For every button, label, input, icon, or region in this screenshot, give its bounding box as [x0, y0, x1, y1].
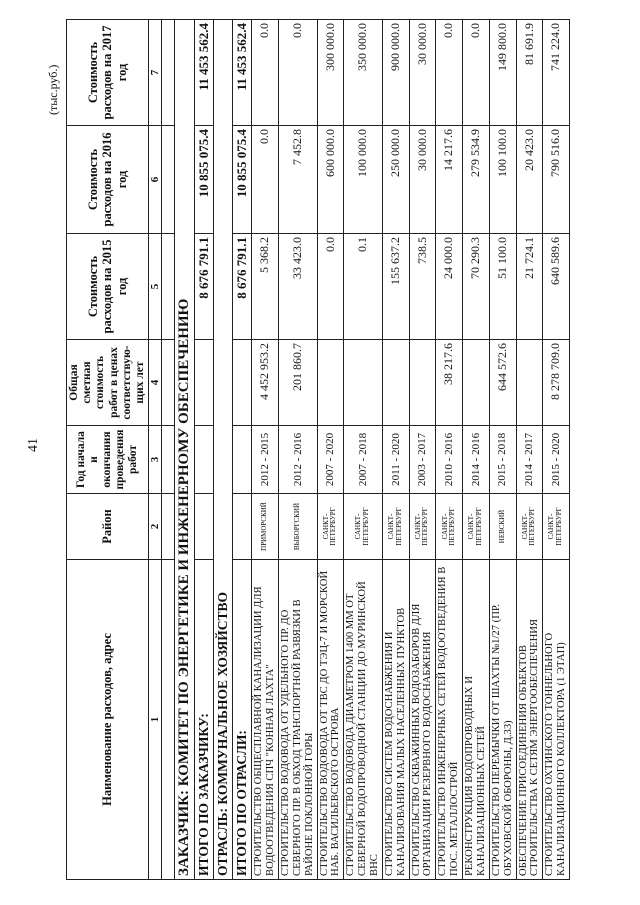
header-cost-2017: Стоимость расходов на 2017 год [67, 20, 149, 126]
table-row [409, 20, 436, 880]
row-cost-2016: 20 423.0 [516, 126, 543, 234]
industry-row [214, 20, 233, 880]
industry-total-2017: 11 453 562.4 [233, 20, 252, 126]
column-number: 2 [149, 494, 162, 560]
row-cost-2015: 51 100.0 [489, 234, 516, 340]
column-number: 6 [149, 126, 162, 234]
column-number: 3 [149, 426, 162, 494]
customer-total-2017: 11 453 562.4 [195, 20, 214, 126]
row-cost-2017: 300 000.0 [317, 20, 344, 126]
row-district: НЕВСКИЙ [489, 494, 516, 560]
row-period: 2015 - 2018 [489, 426, 516, 494]
customer-total-row [195, 20, 214, 880]
row-cost-2017: 0.0 [252, 20, 279, 126]
row-estimate: 8 278 709.0 [543, 340, 570, 426]
industry-total-2015: 8 676 791.1 [233, 234, 252, 340]
row-cost-2015: 640 589.6 [543, 234, 570, 340]
industry-total-row [233, 20, 252, 880]
row-estimate: 38 217.6 [436, 340, 463, 426]
table-row [543, 20, 570, 880]
row-district: ВЫБОРГСКИЙ [279, 494, 318, 560]
header-name: Наименование расходов, адрес [67, 560, 149, 880]
table-row [279, 20, 318, 880]
row-name: ОБЕСПЕЧЕНИЕ ПРИСОЕДИНЕНИЯ ОБЪЕКТОВ СТРОИТЕЛЬСТВА К СЕТЯМ ЭНЕРГООБЕСПЕЧЕНИЯ [516, 560, 543, 880]
row-period: 2012 - 2015 [252, 426, 279, 494]
row-cost-2017: 350 000.0 [344, 20, 383, 126]
table-row [317, 20, 344, 880]
customer-total-2016: 10 855 075.4 [195, 126, 214, 234]
customer-total-label: ИТОГО ПО ЗАКАЗЧИКУ: [195, 560, 214, 880]
row-estimate [382, 340, 409, 426]
industry-heading: ОТРАСЛЬ: КОММУНАЛЬНОЕ ХОЗЯЙСТВО [214, 20, 233, 880]
table-row [344, 20, 383, 880]
table-row [516, 20, 543, 880]
row-name: СТРОИТЕЛЬСТВО ИНЖЕНЕРНЫХ СЕТЕЙ ВОДООТВЕДЕНИЯ В ПОС. МЕТАЛЛОСТРОЙ [436, 560, 463, 880]
row-period: 2011 - 2020 [382, 426, 409, 494]
row-estimate [409, 340, 436, 426]
rotated-page [20, 20, 620, 880]
row-cost-2015: 0.0 [317, 234, 344, 340]
header-cost-2016: Стоимость расходов на 2016 год [67, 126, 149, 234]
row-cost-2015: 24 000.0 [436, 234, 463, 340]
row-period: 2007 - 2020 [317, 426, 344, 494]
header-district: Район [67, 494, 149, 560]
row-cost-2016: 0.0 [252, 126, 279, 234]
row-cost-2017: 0.0 [463, 20, 490, 126]
industry-total-2016: 10 855 075.4 [233, 126, 252, 234]
industry-total-label: ИТОГО ПО ОТРАСЛИ: [233, 560, 252, 880]
row-estimate: 201 860.7 [279, 340, 318, 426]
units-label: (тыс.руб.) [46, 64, 60, 115]
row-cost-2017: 741 224.0 [543, 20, 570, 126]
spacer-row [162, 20, 175, 880]
row-cost-2017: 149 800.0 [489, 20, 516, 126]
row-district: САНКТ-ПЕТЕРБУРГ [382, 494, 409, 560]
row-cost-2016: 279 534.9 [463, 126, 490, 234]
row-cost-2015: 0.1 [344, 234, 383, 340]
row-period: 2012 - 2016 [279, 426, 318, 494]
budget-table [66, 19, 570, 880]
row-estimate [463, 340, 490, 426]
table-row [463, 20, 490, 880]
header-estimate: Общая сметная стоимость работ в ценах соответствую-щих лет [67, 340, 149, 426]
header-cost-2015: Стоимость расходов на 2015 год [67, 234, 149, 340]
row-cost-2016: 790 516.0 [543, 126, 570, 234]
header-row [67, 20, 149, 880]
table-row [252, 20, 279, 880]
column-number-row [149, 20, 162, 880]
row-period: 2014 - 2017 [516, 426, 543, 494]
row-cost-2017: 30 000.0 [409, 20, 436, 126]
column-number: 1 [149, 560, 162, 880]
row-period: 2007 - 2018 [344, 426, 383, 494]
row-district: САНКТ-ПЕТЕРБУРГ [543, 494, 570, 560]
row-cost-2015: 70 290.3 [463, 234, 490, 340]
row-district: САНКТ-ПЕТЕРБУРГ [344, 494, 383, 560]
row-name: РЕКОНСТРУКЦИЯ ВОДОПРОВОДНЫХ И КАНАЛИЗАЦИОННЫХ СЕТЕЙ [463, 560, 490, 880]
row-name: СТРОИТЕЛЬСТВО ПЕРЕМЫЧКИ ОТ ШАХТЫ №1/27 (ПР. ОБУХОВСКОЙ ОБОРОНЫ, Д.33) [489, 560, 516, 880]
row-estimate: 4 452 953.2 [252, 340, 279, 426]
column-number: 4 [149, 340, 162, 426]
row-cost-2017: 0.0 [279, 20, 318, 126]
row-district: ПРИМОРСКИЙ [252, 494, 279, 560]
row-name: СТРОИТЕЛЬСТВО СКВАЖИННЫХ ВОДОЗАБОРОВ ДЛЯ ОРГАНИЗАЦИИ РЕЗЕРВНОГО ВОДОСНАБЖЕНИЯ [409, 560, 436, 880]
row-name: СТРОИТЕЛЬСТВО ВОДОВОДА ОТ ТВС ДО ТЭЦ-7 И МОРСКОЙ НАБ. ВАСИЛЬЕВСКОГО ОСТРОВА [317, 560, 344, 880]
row-period: 2003 - 2017 [409, 426, 436, 494]
row-name: СТРОИТЕЛЬСТВО ОХТИНСКОГО ТОННЕЛЬНОГО КАНАЛИЗАЦИОННОГО КОЛЛЕКТОРА (1 ЭТАП) [543, 560, 570, 880]
row-period: 2010 - 2016 [436, 426, 463, 494]
row-name: СТРОИТЕЛЬСТВО ВОДОВОДА ОТ УДЕЛЬНОГО ПР. ДО СЕВЕРНОГО ПР. В ОБХОД ТРАНСПОРТНОЙ РАЗВЯЗКИ В РАЙОНЕ ПОКЛОННОЙ ГОРЫ [279, 560, 318, 880]
header-period: Год начала и окончания проведения работ [67, 426, 149, 494]
row-cost-2016: 100 000.0 [344, 126, 383, 234]
row-cost-2016: 600 000.0 [317, 126, 344, 234]
row-cost-2017: 81 691.9 [516, 20, 543, 126]
row-cost-2017: 0.0 [436, 20, 463, 126]
table-row [489, 20, 516, 880]
customer-total-2015: 8 676 791.1 [195, 234, 214, 340]
table-row [436, 20, 463, 880]
row-estimate: 644 572.6 [489, 340, 516, 426]
column-number: 7 [149, 20, 162, 126]
row-cost-2016: 100 100.0 [489, 126, 516, 234]
row-district: САНКТ-ПЕТЕРБУРГ [463, 494, 490, 560]
table-row [382, 20, 409, 880]
row-cost-2015: 738.5 [409, 234, 436, 340]
row-name: СТРОИТЕЛЬСТВО ОБЩЕСПЛАВНОЙ КАНАЛИЗАЦИИ ДЛЯ ВОДООТВЕДЕНИЯ СПЧ "КОННАЯ ЛАХТА" [252, 560, 279, 880]
row-estimate [344, 340, 383, 426]
row-cost-2015: 21 724.1 [516, 234, 543, 340]
customer-row [175, 20, 195, 880]
row-cost-2016: 30 000.0 [409, 126, 436, 234]
row-district: САНКТ-ПЕТЕРБУРГ [436, 494, 463, 560]
row-period: 2014 - 2016 [463, 426, 490, 494]
customer-heading: ЗАКАЗЧИК: КОМИТЕТ ПО ЭНЕРГЕТИКЕ И ИНЖЕНЕРНОМУ ОБЕСПЕЧЕНИЮ [175, 20, 195, 880]
row-name: СТРОИТЕЛЬСТВО СИСТЕМ ВОДОСНАБЖЕНИЯ И КАНАЛИЗОВАНИЯ МАЛЫХ НАСЕЛЕННЫХ ПУНКТОВ [382, 560, 409, 880]
row-district: САНКТ-ПЕТЕРБУРГ [317, 494, 344, 560]
row-name: СТРОИТЕЛЬСТВО ВОДОВОДА ДИАМЕТРОМ 1400 ММ ОТ СЕВЕРНОЙ ВОДОПРОВОДНОЙ СТАНЦИИ ДО МУРИНСКОЙ ВНС [344, 560, 383, 880]
row-district: САНКТ-ПЕТЕРБУРГ [516, 494, 543, 560]
row-cost-2017: 900 000.0 [382, 20, 409, 126]
row-period: 2015 - 2020 [543, 426, 570, 494]
row-estimate [317, 340, 344, 426]
row-cost-2015: 155 637.2 [382, 234, 409, 340]
column-number: 5 [149, 234, 162, 340]
row-cost-2016: 250 000.0 [382, 126, 409, 234]
row-estimate [516, 340, 543, 426]
row-cost-2015: 5 368.2 [252, 234, 279, 340]
row-cost-2016: 7 452.8 [279, 126, 318, 234]
page-number: 41 [26, 438, 41, 452]
row-cost-2016: 14 217.6 [436, 126, 463, 234]
row-district: САНКТ-ПЕТЕРБУРГ [409, 494, 436, 560]
row-cost-2015: 33 423.0 [279, 234, 318, 340]
